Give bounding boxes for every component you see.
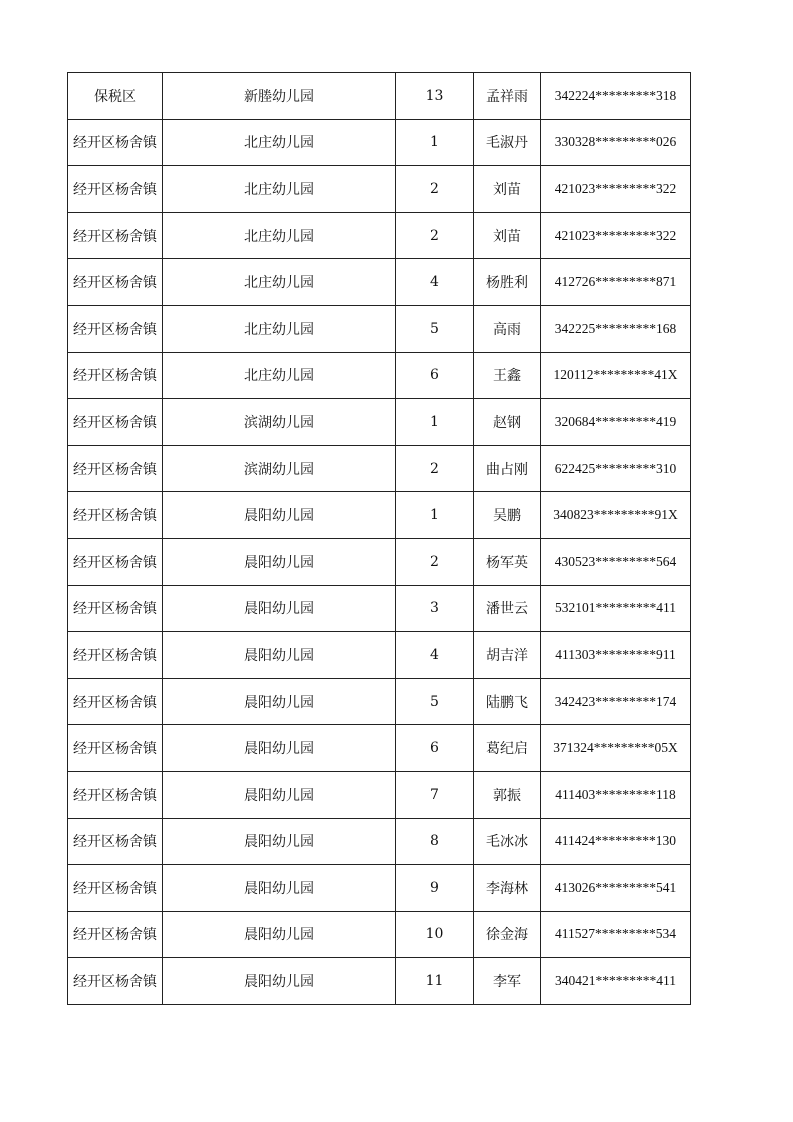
id-number-cell: 411403*********118 <box>541 771 691 818</box>
school-cell: 北庄幼儿园 <box>163 259 396 306</box>
table-row <box>68 585 691 632</box>
number-cell: 10 <box>396 911 474 958</box>
district-cell: 经开区杨舍镇 <box>68 399 163 446</box>
district-cell: 经开区杨舍镇 <box>68 445 163 492</box>
name-cell: 潘世云 <box>474 585 541 632</box>
district-cell: 经开区杨舍镇 <box>68 818 163 865</box>
table-row <box>68 119 691 166</box>
number-cell: 4 <box>396 632 474 679</box>
table-row <box>68 259 691 306</box>
table-row <box>68 492 691 539</box>
id-number-cell: 412726*********871 <box>541 259 691 306</box>
name-cell: 高雨 <box>474 305 541 352</box>
number-cell: 4 <box>396 259 474 306</box>
school-cell: 晨阳幼儿园 <box>163 771 396 818</box>
name-cell: 孟祥雨 <box>474 73 541 120</box>
name-cell: 杨军英 <box>474 538 541 585</box>
name-cell: 刘苗 <box>474 212 541 259</box>
id-number-cell: 342423*********174 <box>541 678 691 725</box>
table-row <box>68 678 691 725</box>
number-cell: 1 <box>396 492 474 539</box>
name-cell: 陆鹏飞 <box>474 678 541 725</box>
id-number-cell: 371324*********05X <box>541 725 691 772</box>
table-row <box>68 538 691 585</box>
number-cell: 2 <box>396 538 474 585</box>
district-cell: 经开区杨舍镇 <box>68 166 163 213</box>
table-row <box>68 771 691 818</box>
table-row <box>68 212 691 259</box>
number-cell: 5 <box>396 305 474 352</box>
table-row <box>68 166 691 213</box>
district-cell: 经开区杨舍镇 <box>68 632 163 679</box>
number-cell: 9 <box>396 865 474 912</box>
id-number-cell: 532101*********411 <box>541 585 691 632</box>
school-cell: 晨阳幼儿园 <box>163 725 396 772</box>
id-number-cell: 411303*********911 <box>541 632 691 679</box>
name-cell: 胡吉洋 <box>474 632 541 679</box>
school-cell: 晨阳幼儿园 <box>163 911 396 958</box>
district-cell: 经开区杨舍镇 <box>68 305 163 352</box>
school-cell: 北庄幼儿园 <box>163 166 396 213</box>
school-cell: 晨阳幼儿园 <box>163 958 396 1005</box>
district-cell: 经开区杨舍镇 <box>68 585 163 632</box>
district-cell: 经开区杨舍镇 <box>68 771 163 818</box>
id-number-cell: 421023*********322 <box>541 212 691 259</box>
district-cell: 经开区杨舍镇 <box>68 725 163 772</box>
number-cell: 7 <box>396 771 474 818</box>
district-cell: 经开区杨舍镇 <box>68 958 163 1005</box>
id-number-cell: 330328*********026 <box>541 119 691 166</box>
name-cell: 刘苗 <box>474 166 541 213</box>
table-row <box>68 632 691 679</box>
name-cell: 吴鹏 <box>474 492 541 539</box>
school-cell: 北庄幼儿园 <box>163 352 396 399</box>
id-number-cell: 120112*********41X <box>541 352 691 399</box>
number-cell: 8 <box>396 818 474 865</box>
name-cell: 毛淑丹 <box>474 119 541 166</box>
district-cell: 经开区杨舍镇 <box>68 259 163 306</box>
school-cell: 新塍幼儿园 <box>163 73 396 120</box>
district-cell: 经开区杨舍镇 <box>68 119 163 166</box>
number-cell: 6 <box>396 352 474 399</box>
name-cell: 徐金海 <box>474 911 541 958</box>
table-row <box>68 399 691 446</box>
table-row <box>68 818 691 865</box>
school-cell: 晨阳幼儿园 <box>163 678 396 725</box>
table-row <box>68 958 691 1005</box>
table-row <box>68 725 691 772</box>
school-cell: 滨湖幼儿园 <box>163 445 396 492</box>
district-cell: 经开区杨舍镇 <box>68 492 163 539</box>
name-cell: 郭振 <box>474 771 541 818</box>
number-cell: 1 <box>396 119 474 166</box>
name-cell: 赵钢 <box>474 399 541 446</box>
district-cell: 经开区杨舍镇 <box>68 865 163 912</box>
district-cell: 经开区杨舍镇 <box>68 911 163 958</box>
number-cell: 13 <box>396 73 474 120</box>
id-number-cell: 342225*********168 <box>541 305 691 352</box>
district-cell: 经开区杨舍镇 <box>68 538 163 585</box>
id-number-cell: 340421*********411 <box>541 958 691 1005</box>
school-cell: 晨阳幼儿园 <box>163 492 396 539</box>
school-cell: 北庄幼儿园 <box>163 119 396 166</box>
id-number-cell: 421023*********322 <box>541 166 691 213</box>
number-cell: 1 <box>396 399 474 446</box>
id-number-cell: 320684*********419 <box>541 399 691 446</box>
district-cell: 经开区杨舍镇 <box>68 352 163 399</box>
table-row <box>68 865 691 912</box>
school-cell: 晨阳幼儿园 <box>163 818 396 865</box>
school-cell: 滨湖幼儿园 <box>163 399 396 446</box>
table-row <box>68 73 691 120</box>
name-cell: 李海林 <box>474 865 541 912</box>
number-cell: 2 <box>396 166 474 213</box>
id-number-cell: 430523*********564 <box>541 538 691 585</box>
number-cell: 11 <box>396 958 474 1005</box>
school-cell: 晨阳幼儿园 <box>163 632 396 679</box>
id-number-cell: 622425*********310 <box>541 445 691 492</box>
id-number-cell: 411424*********130 <box>541 818 691 865</box>
school-cell: 晨阳幼儿园 <box>163 865 396 912</box>
table-row <box>68 911 691 958</box>
school-cell: 北庄幼儿园 <box>163 212 396 259</box>
district-cell: 经开区杨舍镇 <box>68 212 163 259</box>
id-number-cell: 411527*********534 <box>541 911 691 958</box>
school-cell: 北庄幼儿园 <box>163 305 396 352</box>
number-cell: 5 <box>396 678 474 725</box>
number-cell: 2 <box>396 445 474 492</box>
name-cell: 王鑫 <box>474 352 541 399</box>
number-cell: 6 <box>396 725 474 772</box>
name-cell: 曲占刚 <box>474 445 541 492</box>
district-cell: 保税区 <box>68 73 163 120</box>
id-number-cell: 413026*********541 <box>541 865 691 912</box>
name-cell: 杨胜利 <box>474 259 541 306</box>
school-cell: 晨阳幼儿园 <box>163 538 396 585</box>
name-cell: 葛纪启 <box>474 725 541 772</box>
id-number-cell: 340823*********91X <box>541 492 691 539</box>
name-cell: 李军 <box>474 958 541 1005</box>
id-number-cell: 342224*********318 <box>541 73 691 120</box>
roster-body <box>68 73 691 1005</box>
number-cell: 2 <box>396 212 474 259</box>
table-row <box>68 305 691 352</box>
name-cell: 毛冰冰 <box>474 818 541 865</box>
district-cell: 经开区杨舍镇 <box>68 678 163 725</box>
roster-table <box>67 72 691 1005</box>
table-row <box>68 445 691 492</box>
school-cell: 晨阳幼儿园 <box>163 585 396 632</box>
table-row <box>68 352 691 399</box>
number-cell: 3 <box>396 585 474 632</box>
